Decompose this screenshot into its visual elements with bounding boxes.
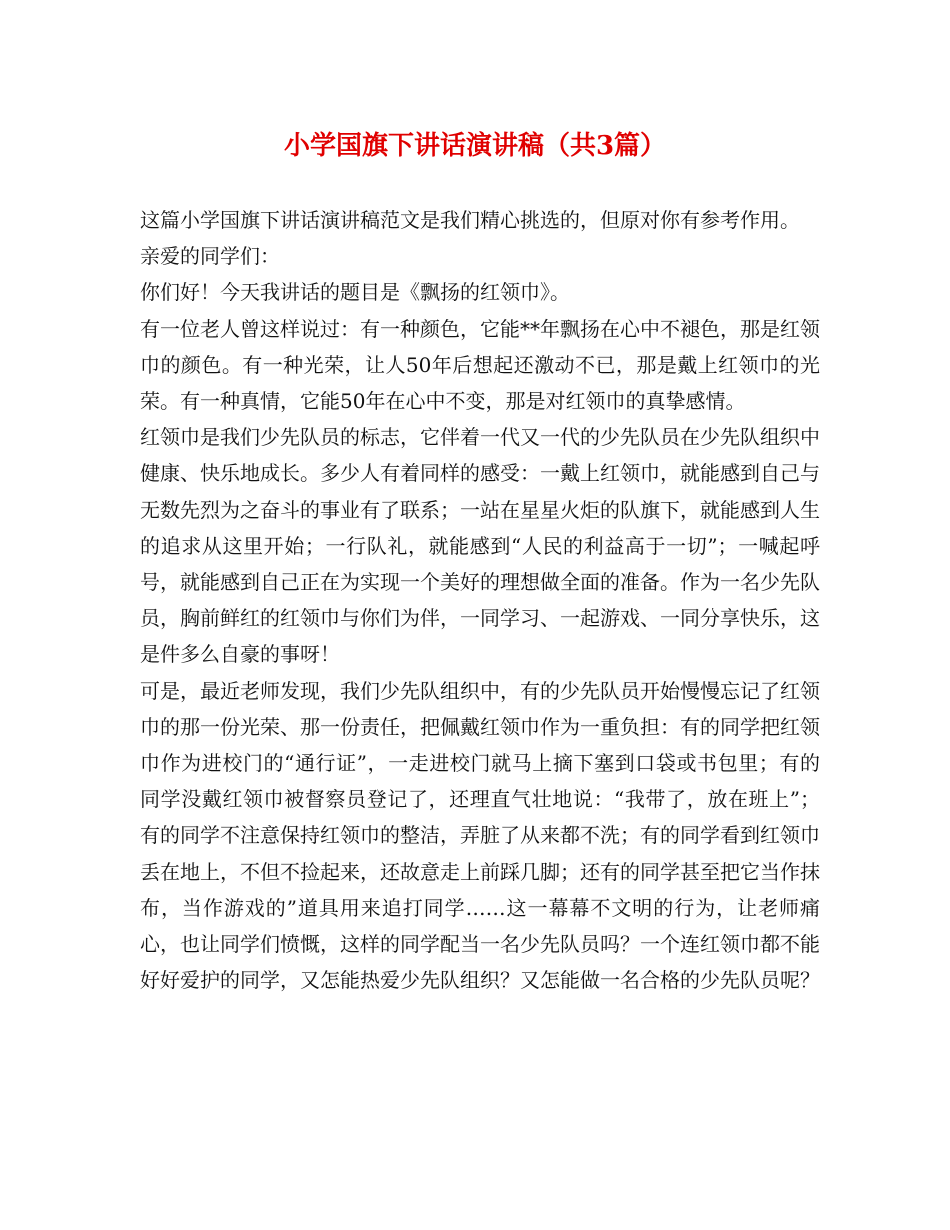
document-title: 小学国旗下讲话演讲稿（共3篇） [283, 131, 667, 161]
paragraph-quote: 有一位老人曾这样说过：有一种颜色，它能**年飘扬在心中不褪色，那是红领巾的颜色。有一种光荣，让人50年后想起还激动不已，那是戴上红领巾的光荣。有一种真情，它能50年在心中不变，那是对红领巾的真挚感情。 [140, 316, 820, 414]
document-body [140, 202, 820, 998]
paragraph-problem: 可是，最近老师发现，我们少先队组织中，有的少先队员开始慢慢忘记了红领巾的那一份光荣、那一份责任，把佩戴红领巾作为一重负担：有的同学把红领巾作为进校门的“通行证”，一走进校门就马上摘下塞到口袋或书包里；有的同学没戴红领巾被督察员登记了，还理直气壮地说：“我带了，放在班上”；有的同学不注意保持红领巾的整洁，弄脏了从来都不洗；有的同学看到红领巾丢在地上，不但不捡起来，还故意走上前踩几脚；还有的同学甚至把它当作抹布，当作游戏的”道具用来追打同学……这一幕幕不文明的行为，让老师痛心，也让同学们愤慨，这样的同学配当一名少先队员吗？一个连红领巾都不能好好爱护的同学，又怎能热爱少先队组织？又怎能做一名合格的少先队员呢？ [140, 678, 820, 993]
paragraph-meaning: 红领巾是我们少先队员的标志，它伴着一代又一代的少先队员在少先队组织中健康、快乐地成长。多少人有着同样的感受：一戴上红领巾，就能感到自己与无数先烈为之奋斗的事业有了联系；一站在星星火炬的队旗下，就能感到人生的追求从这里开始；一行队礼，就能感到“人民的利益高于一切”；一喊起呼号，就能感到自己正在为实现一个美好的理想做全面的准备。作为一名少先队员，胸前鲜红的红领巾与你们为伴，一同学习、一起游戏、一同分享快乐，这是件多么自豪的事呀！ [140, 425, 820, 667]
paragraph-topic: 你们好！今天我讲话的题目是《飘扬的红领巾》。 [140, 280, 570, 305]
paragraph-intro: 这篇小学国旗下讲话演讲稿范文是我们精心挑选的，但原对你有参考作用。 [140, 208, 800, 232]
paragraph-greeting: 亲爱的同学们： [140, 244, 280, 269]
